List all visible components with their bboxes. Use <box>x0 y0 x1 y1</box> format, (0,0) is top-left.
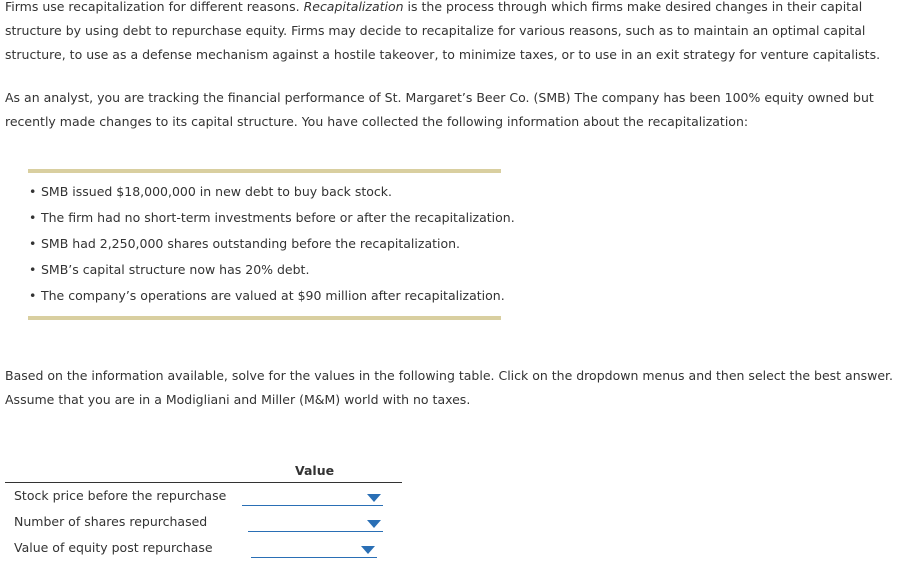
row-label-equity-post: Value of equity post repurchase <box>14 540 213 555</box>
chevron-down-icon <box>367 494 381 502</box>
fact-item: • The company’s operations are valued at $90 million after recapitalization. <box>28 283 515 309</box>
chevron-down-icon <box>367 520 381 528</box>
fact-item: • SMB had 2,250,000 shares outstanding before the recapitalization. <box>28 231 515 257</box>
row-label-stock-price: Stock price before the repurchase <box>14 488 227 503</box>
shares-repurchased-dropdown[interactable] <box>248 511 383 532</box>
recapitalization-term: Recapitalization <box>303 0 404 14</box>
facts-box-bottom-rule <box>28 316 501 320</box>
instructions-paragraph: Based on the information available, solve for the values in the following table. Click on the dropdown menus and then select the best answer. Assume that you are in a Modigliani and Miller (M&M) world with no taxes. <box>5 368 894 407</box>
facts-list <box>28 179 515 309</box>
intro-paragraph: Firms use recapitalization for different reasons. Recapitalization is the process through which firms make desired changes in their capital structure by using debt to repurchase equity. Firms may decide to recapitalize for various reasons, such as to maintain an optimal capital structure, to use as a defense mechanism against a hostile takeover, to minimize taxes, or to use in an exit strategy for venture capitalists. <box>5 0 881 62</box>
row-label-shares-repurchased: Number of shares repurchased <box>14 514 208 529</box>
fact-item: • SMB’s capital structure now has 20% debt. <box>28 257 515 283</box>
stock-price-dropdown[interactable] <box>242 485 383 506</box>
fact-item: • SMB issued $18,000,000 in new debt to buy back stock. <box>28 179 515 205</box>
analyst-paragraph: As an analyst, you are tracking the financial performance of St. Margaret’s Beer Co. (SMB) The company has been 100% equity owned but recently made changes to its capital structure. You have collected the following information about the recapitalization: <box>5 90 874 129</box>
value-column-header: Value <box>295 463 335 478</box>
facts-box-top-rule <box>28 169 501 173</box>
table-header-rule <box>5 482 402 483</box>
chevron-down-icon <box>361 546 375 554</box>
fact-item: • The firm had no short-term investments before or after the recapitalization. <box>28 205 515 231</box>
equity-post-dropdown[interactable] <box>251 537 377 558</box>
